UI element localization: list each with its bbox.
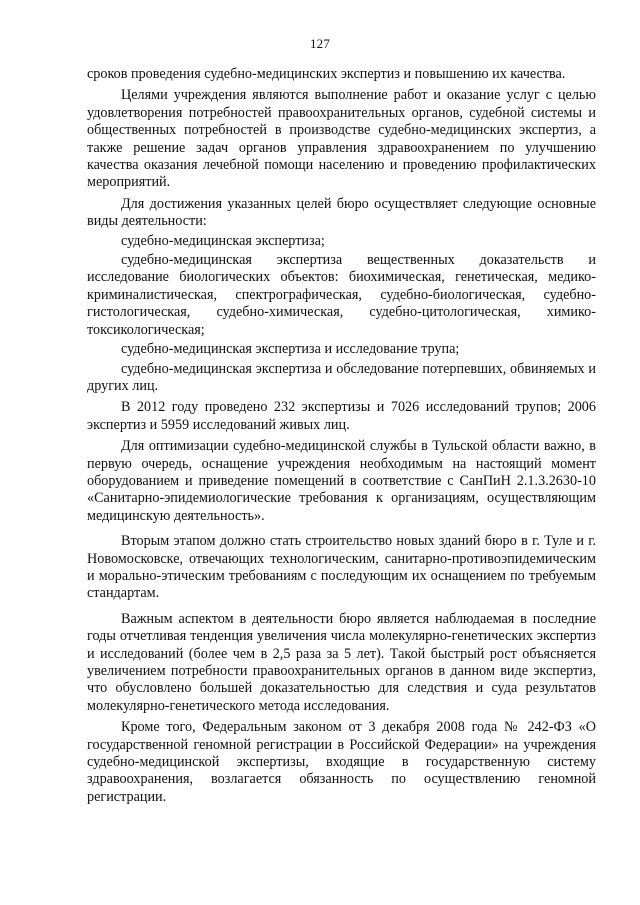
document-body: [87, 66, 596, 810]
activity-item-corpse-examination: судебно-медицинская экспертиза и исследование трупа;: [121, 341, 460, 358]
paragraph-second-stage: Вторым этапом должно стать строительство новых зданий бюро в г. Туле и г. Новомосковске, отвечающих технологическим, санитарно-противоэпидемическим и морально-этическим требованиям с последующим их оснащением по требуемым стандартам.: [87, 533, 596, 602]
paragraph-optimization: Для оптимизации судебно-медицинской службы в Тульской области важно, в первую очередь, оснащение учреждения необходимым на настоящий момент оборудованием и приведение помещений в соответствие с СанПиН 2.1.3.2630-10 «Санитарно-эпидемиологические требования к организациям, осуществляющим медицинскую деятельность».: [87, 438, 596, 524]
paragraph-continuation: сроков проведения судебно-медицинских экспертиз и повышению их качества.: [87, 66, 566, 82]
paragraph-molecular-genetics: Важным аспектом в деятельности бюро является наблюдаемая в последние годы отчетливая тенденция увеличения числа молекулярно-генетических экспертиз и исследований (более чем в 2,5 раза за 5 лет). Такой быстрый рост объясняется увеличением потребности правоохранительных органов в данном виде экспертиз, что обусловлено большей доказательностью для следствия и суда результатов молекулярно-генетического метода исследования.: [87, 610, 596, 714]
page-number: 127: [309, 36, 331, 51]
activity-item-living-persons: судебно-медицинская экспертиза и обследование потерпевших, обвиняемых и других лиц.: [87, 360, 596, 394]
paragraph-statistics-2012: В 2012 году проведено 232 экспертизы и 7026 исследований трупов; 2006 экспертиз и 5959 исследований живых лиц.: [87, 399, 596, 433]
paragraph-activities-intro: Для достижения указанных целей бюро осуществляет следующие основные виды деятельности:: [87, 195, 596, 230]
paragraph-federal-law: Кроме того, Федеральным законом от 3 декабря 2008 года № 242-ФЗ «О государственной геномной регистрации в Российской Федерации» на учреждения судебно-медицинской экспертизы, входящие в государственную систему здравоохранения, возлагается обязанность по осуществлению геномной регистрации.: [87, 719, 596, 805]
activity-item-forensic-examination: судебно-медицинская экспертиза;: [121, 232, 325, 249]
activity-item-evidence-examination: судебно-медицинская экспертиза вещественных доказательств и исследование биологических объектов: биохимическая, генетическая, медико-криминалистическая, спектрографическая, судебно-биологическая, судебно-гистологическая, судебно-химическая, судебно-цитологическая, химико-токсикологическая;: [87, 252, 596, 338]
paragraph-goals: Целями учреждения являются выполнение работ и оказание услуг с целью удовлетворения потребностей правоохранительных органов, судебной системы и общественных потребностей в производстве судебно-медицинских экспертиз, а также решение задач органов управления здравоохранением по улучшению качества оказания лечебной помощи населению и проведению профилактических мероприятий.: [87, 87, 596, 191]
